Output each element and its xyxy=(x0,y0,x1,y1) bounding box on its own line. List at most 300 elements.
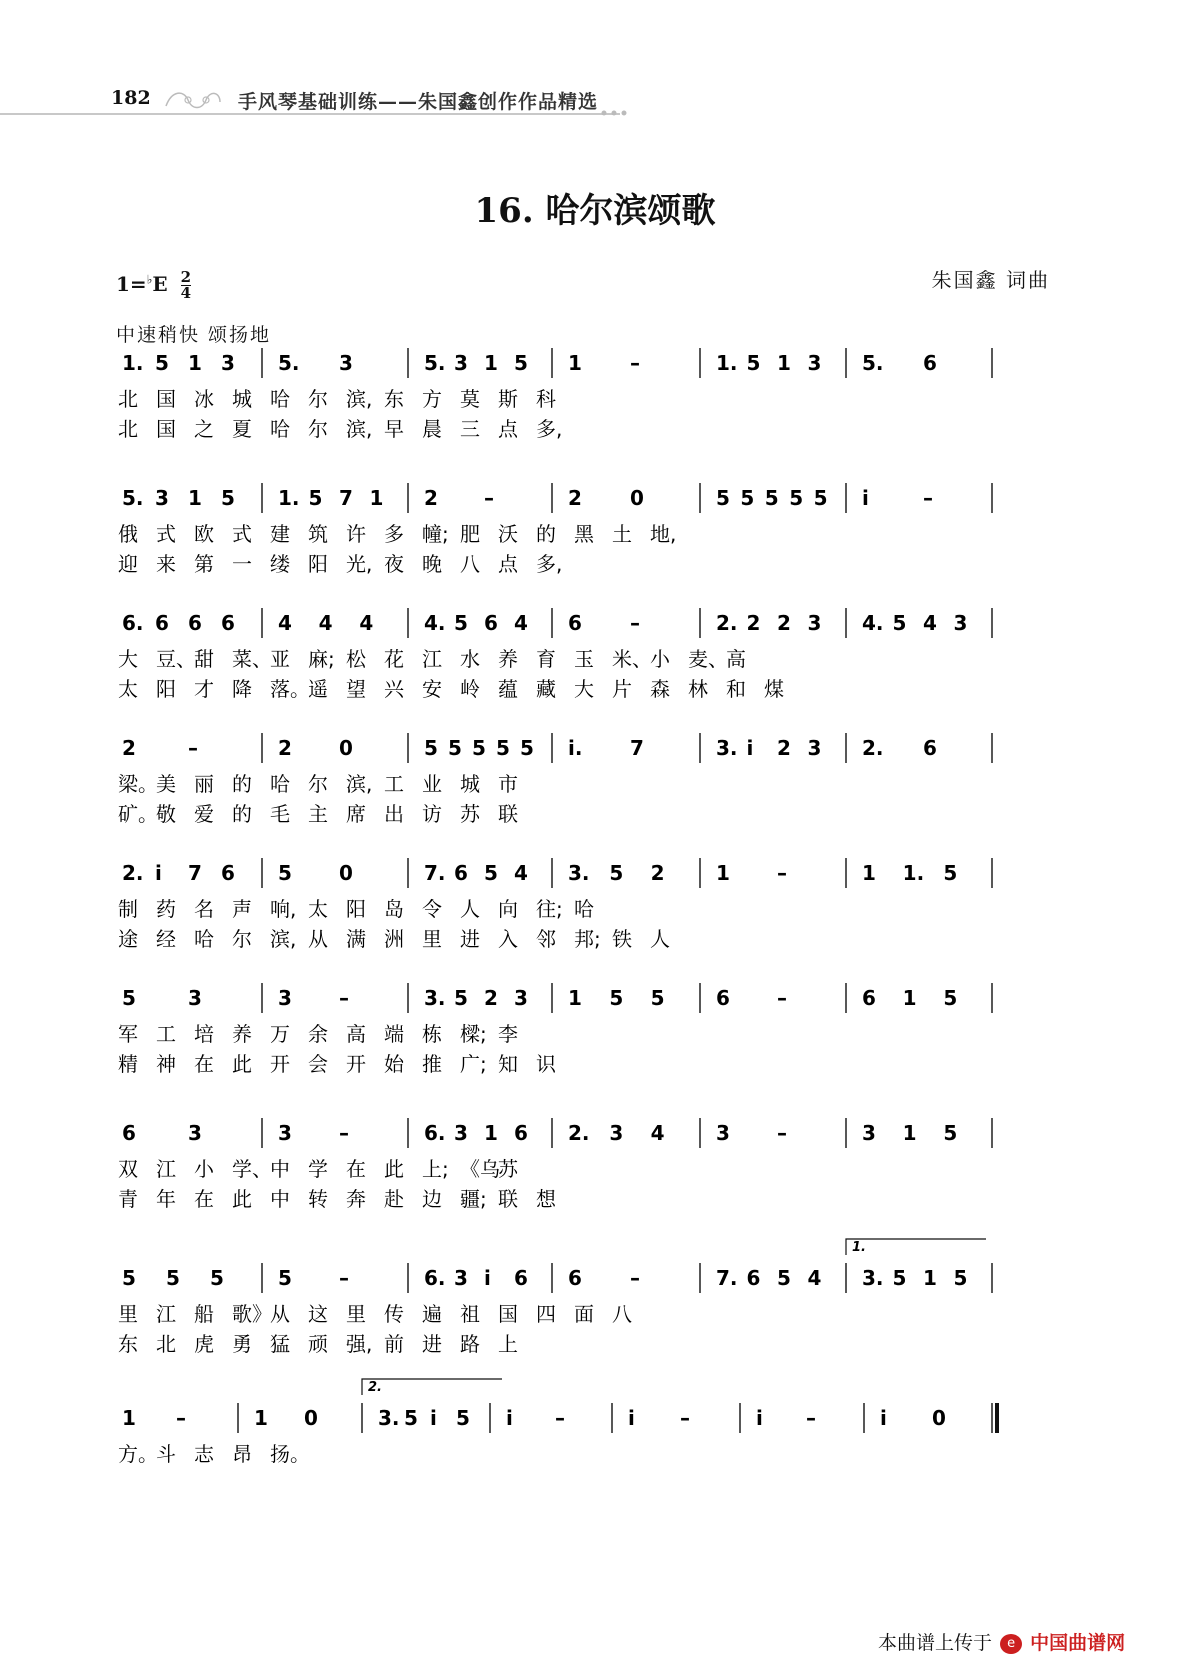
note: 0 xyxy=(339,736,353,760)
lyric-syllable: 麻; xyxy=(308,647,335,671)
lyric-syllable: 多, xyxy=(536,417,563,441)
lyric-syllable: 志 xyxy=(194,1442,214,1466)
lyric-syllable: 滨, xyxy=(346,772,373,796)
lyric-syllable: 城 xyxy=(232,387,252,411)
lyric-syllable: 中 xyxy=(270,1157,290,1181)
lyric-syllable: 才 xyxy=(194,677,214,701)
lyric-syllable: 冰 xyxy=(194,387,214,411)
note: 3 xyxy=(454,1266,468,1290)
book-title: 手风琴基础训练——朱国鑫创作作品精选 xyxy=(238,91,599,113)
note: 4 xyxy=(514,611,528,635)
lyric-syllable: 从 xyxy=(308,927,328,951)
note: 7. xyxy=(424,861,446,885)
lyric-syllable: 前 xyxy=(384,1332,404,1356)
lyric-syllable: 小 xyxy=(650,647,670,671)
note: 4 xyxy=(514,861,528,885)
lyric-syllable: 的 xyxy=(232,802,252,826)
lyric-syllable: 出 xyxy=(384,802,404,826)
lyric-syllable: 转 xyxy=(308,1187,328,1211)
lyric-syllable: 式 xyxy=(232,522,252,546)
note: 2 xyxy=(278,736,292,760)
site-logo-text: 中国曲谱网 xyxy=(1030,1632,1126,1654)
lyric-syllable: 缕 xyxy=(270,552,290,576)
lyric-syllable: 大 xyxy=(118,647,138,671)
lyric-syllable: 推 xyxy=(422,1052,442,1076)
lyric-syllable: 大 xyxy=(574,677,594,701)
lyric-syllable: 斯 xyxy=(498,387,518,411)
note: 4 xyxy=(807,1266,822,1290)
composer-credit: 朱国鑫 词曲 xyxy=(931,268,1050,292)
lyric-syllable: 奔 xyxy=(346,1187,366,1211)
note: 5 xyxy=(278,861,292,885)
lyric-syllable: 晨 xyxy=(422,417,442,441)
volta-bracket xyxy=(362,1379,502,1395)
note: 3 xyxy=(221,351,235,375)
page-number: 182 xyxy=(111,87,151,109)
lyric-syllable: 传 xyxy=(384,1302,404,1326)
note: 2 xyxy=(746,611,761,635)
note: 1 xyxy=(902,986,917,1010)
note: 5 xyxy=(221,486,235,510)
lyric-syllable: 此 xyxy=(232,1187,252,1211)
note: 6 xyxy=(568,1266,582,1290)
lyric-syllable: 学、 xyxy=(232,1157,272,1181)
lyric-syllable: 幢; xyxy=(422,522,449,546)
note: – xyxy=(339,1266,349,1290)
lyric-syllable: 望 xyxy=(346,677,366,701)
lyric-syllable: 中 xyxy=(270,1187,290,1211)
lyric-syllable: 市 xyxy=(498,772,518,796)
lyric-syllable: 识 xyxy=(536,1052,556,1076)
lyric-syllable: 敬 xyxy=(156,802,176,826)
note: 4 xyxy=(650,1121,665,1145)
lyric-syllable: 遥 xyxy=(308,677,328,701)
lyric-syllable: 神 xyxy=(156,1052,176,1076)
lyric-syllable: 哈 xyxy=(270,387,290,411)
lyric-syllable: 哈 xyxy=(270,772,290,796)
lyric-syllable: 光, xyxy=(346,552,373,576)
lyric-syllable: 玉 xyxy=(574,647,594,671)
lyric-syllable: 在 xyxy=(346,1157,366,1181)
lyric-syllable: 访 xyxy=(422,802,442,826)
note: 7 xyxy=(188,861,202,885)
lyric-syllable: 花 xyxy=(384,647,404,671)
note: 1 xyxy=(188,351,202,375)
lyric-syllable: 土 xyxy=(612,522,632,546)
note: 6 xyxy=(484,611,498,635)
lyric-syllable: 满 xyxy=(346,927,366,951)
lyric-syllable: 养 xyxy=(232,1022,252,1046)
note: 1. xyxy=(122,351,144,375)
note: 5 xyxy=(813,486,828,510)
note: 4. xyxy=(862,611,884,635)
note: 5 xyxy=(122,986,136,1010)
lyric-syllable: 莫 xyxy=(460,387,480,411)
lyric-syllable: 黑 xyxy=(574,522,594,546)
note: 7 xyxy=(630,736,644,760)
note: – xyxy=(680,1406,690,1430)
note: 6. xyxy=(424,1266,446,1290)
lyric-syllable: 之 xyxy=(194,417,214,441)
note: 2 xyxy=(650,861,665,885)
lyric-syllable: 铁 xyxy=(612,927,632,951)
note: – xyxy=(777,861,787,885)
lyric-syllable: 开 xyxy=(346,1052,366,1076)
note: 3 xyxy=(609,1121,624,1145)
note: 3. xyxy=(862,1266,884,1290)
lyric-syllable: 年 xyxy=(156,1187,176,1211)
lyric-syllable: 强, xyxy=(346,1332,373,1356)
note: 3 xyxy=(454,1121,468,1145)
note: 6 xyxy=(746,1266,761,1290)
note: 1 xyxy=(568,351,582,375)
lyric-syllable: 多, xyxy=(536,552,563,576)
note: – xyxy=(188,736,198,760)
note: 5 xyxy=(454,611,468,635)
lyric-syllable: 上; xyxy=(422,1157,449,1181)
note: 0 xyxy=(630,486,644,510)
lyric-syllable: 药 xyxy=(156,897,176,921)
lyric-syllable: 端 xyxy=(384,1022,404,1046)
note: 5 xyxy=(424,736,438,760)
lyric-syllable: 联 xyxy=(498,1187,518,1211)
note: 3 xyxy=(807,736,822,760)
lyric-syllable: 矿。 xyxy=(118,802,158,826)
note: 5 xyxy=(122,1266,136,1290)
lyric-syllable: 军 xyxy=(118,1022,138,1046)
lyric-syllable: 此 xyxy=(232,1052,252,1076)
note: – xyxy=(630,611,640,635)
note: 1 xyxy=(716,861,730,885)
lyric-syllable: 青 xyxy=(118,1187,138,1211)
lyric-syllable: 昂 xyxy=(232,1442,252,1466)
lyric-syllable: 森 xyxy=(650,677,670,701)
lyric-syllable: 点 xyxy=(498,417,518,441)
lyric-syllable: 三 xyxy=(460,417,480,441)
note: 5 xyxy=(484,861,498,885)
lyric-syllable: 席 xyxy=(346,802,366,826)
site-footer xyxy=(878,1628,1125,1655)
lyric-syllable: 余 xyxy=(308,1022,328,1046)
lyric-syllable: 邻 xyxy=(536,927,556,951)
lyric-syllable: 遍 xyxy=(422,1302,442,1326)
lyric-syllable: 的 xyxy=(232,772,252,796)
note: 5 xyxy=(892,611,907,635)
lyric-syllable: 工 xyxy=(156,1022,176,1046)
lyric-syllable: 从 xyxy=(270,1302,290,1326)
lyric-syllable: 迎 xyxy=(118,552,138,576)
note: 6 xyxy=(188,611,202,635)
note: 6 xyxy=(862,986,876,1010)
note: i xyxy=(628,1406,635,1430)
note: i xyxy=(862,486,869,510)
lyric-syllable: 早 xyxy=(384,417,404,441)
note: 0 xyxy=(932,1406,946,1430)
lyric-syllable: 想 xyxy=(536,1187,556,1211)
note: – xyxy=(339,986,349,1010)
note: 5 xyxy=(740,486,755,510)
lyric-syllable: 船 xyxy=(194,1302,214,1326)
lyric-syllable: 双 xyxy=(118,1157,138,1181)
note: 2. xyxy=(716,611,738,635)
lyric-syllable: 令 xyxy=(422,897,442,921)
lyric-syllable: 许 xyxy=(346,522,366,546)
note: – xyxy=(176,1406,186,1430)
note: 1 xyxy=(369,486,384,510)
lyric-syllable: 落。 xyxy=(270,677,310,701)
lyric-syllable: 广; xyxy=(460,1052,487,1076)
lyric-syllable: 四 xyxy=(536,1302,556,1326)
lyric-syllable: 豆、 xyxy=(156,647,196,671)
lyric-syllable: 梁。 xyxy=(118,772,158,796)
note: 6 xyxy=(122,1121,136,1145)
note: 5 xyxy=(716,486,730,510)
lyric-syllable: 的 xyxy=(536,522,556,546)
note: 5 xyxy=(404,1406,418,1430)
lyric-syllable: 一 xyxy=(232,552,252,576)
lyric-syllable: 美 xyxy=(156,772,176,796)
note: 1. xyxy=(716,351,738,375)
note: 5 xyxy=(308,486,323,510)
note: 5. xyxy=(278,351,300,375)
lyric-syllable: 路 xyxy=(460,1332,480,1356)
note: – xyxy=(484,486,494,510)
note: – xyxy=(630,1266,640,1290)
lyric-syllable: 北 xyxy=(156,1332,176,1356)
note: 5 xyxy=(764,486,779,510)
lyric-syllable: 北 xyxy=(118,417,138,441)
time-bottom: 4 xyxy=(180,284,192,302)
lyric-syllable: 这 xyxy=(308,1302,328,1326)
note: 2 xyxy=(122,736,136,760)
lyric-syllable: 江 xyxy=(422,647,442,671)
lyric-syllable: 知 xyxy=(498,1052,518,1076)
note: 0 xyxy=(304,1406,318,1430)
lyric-syllable: 尔 xyxy=(308,387,328,411)
note: 3 xyxy=(514,986,528,1010)
lyric-syllable: 樑; xyxy=(460,1022,487,1046)
note: – xyxy=(806,1406,816,1430)
lyric-syllable: 筑 xyxy=(308,522,328,546)
note: 6 xyxy=(221,611,235,635)
lyric-syllable: 多 xyxy=(384,522,404,546)
lyric-syllable: 勇 xyxy=(232,1332,252,1356)
note: i xyxy=(155,861,162,885)
lyric-syllable: 培 xyxy=(194,1022,214,1046)
note: 5 xyxy=(777,1266,791,1290)
lyric-syllable: 哈 xyxy=(194,927,214,951)
lyric-syllable: 岛 xyxy=(384,897,404,921)
note: 6 xyxy=(514,1121,528,1145)
lyric-syllable: 斗 xyxy=(156,1442,176,1466)
volta-number: 2. xyxy=(368,1380,382,1395)
note: 5 xyxy=(166,1266,180,1290)
lyric-syllable: 万 xyxy=(270,1022,290,1046)
lyric-syllable: 入 xyxy=(498,927,518,951)
note: 5 xyxy=(496,736,510,760)
note: 2. xyxy=(122,861,144,885)
note: 4. xyxy=(424,611,446,635)
lyric-syllable: 此 xyxy=(384,1157,404,1181)
note: 5. xyxy=(862,351,884,375)
note: 6 xyxy=(923,351,937,375)
lyric-syllable: 虎 xyxy=(194,1332,214,1356)
lyric-syllable: 尔 xyxy=(308,772,328,796)
lyric-syllable: 里 xyxy=(346,1302,366,1326)
lyric-syllable: 尔 xyxy=(232,927,252,951)
lyric-syllable: 松 xyxy=(346,647,366,671)
lyric-syllable: 养 xyxy=(498,647,518,671)
note: 5. xyxy=(424,351,446,375)
lyric-syllable: 夜 xyxy=(384,552,404,576)
note: 3 xyxy=(454,351,468,375)
lyric-syllable: 高 xyxy=(726,647,746,671)
note: 6 xyxy=(716,986,730,1010)
note: 2 xyxy=(777,736,791,760)
lyric-syllable: 哈 xyxy=(270,417,290,441)
note: 3. xyxy=(378,1406,400,1430)
note: 6 xyxy=(514,1266,528,1290)
lyric-syllable: 联 xyxy=(498,802,518,826)
lyric-syllable: 岭 xyxy=(460,677,480,701)
note: 3. xyxy=(568,861,590,885)
note: 2. xyxy=(568,1121,590,1145)
note: 5 xyxy=(943,1121,958,1145)
lyric-syllable: 亚 xyxy=(270,647,290,671)
lyric-syllable: 经 xyxy=(156,927,176,951)
lyric-syllable: 制 xyxy=(118,897,138,921)
lyric-syllable: 上 xyxy=(498,1332,518,1356)
lyric-syllable: 方 xyxy=(422,387,442,411)
note: 5 xyxy=(746,351,761,375)
lyric-syllable: 蕴 xyxy=(498,677,518,701)
lyric-syllable: 邦; xyxy=(574,927,601,951)
note: 5 xyxy=(609,861,624,885)
lyric-syllable: 肥 xyxy=(460,522,480,546)
lyric-syllable: 会 xyxy=(308,1052,328,1076)
lyric-syllable: 林 xyxy=(688,677,708,701)
lyric-syllable: 江 xyxy=(156,1302,176,1326)
note: 7 xyxy=(339,486,353,510)
lyric-syllable: 和 xyxy=(726,677,746,701)
note: 3 xyxy=(807,351,822,375)
lyric-syllable: 毛 xyxy=(270,802,290,826)
note: 5 xyxy=(953,1266,968,1290)
lyric-syllable: 祖 xyxy=(460,1302,480,1326)
lyric-syllable: 八 xyxy=(460,552,480,576)
volta-number: 1. xyxy=(852,1240,866,1255)
note: 5 xyxy=(454,986,468,1010)
volta-bracket xyxy=(846,1239,986,1255)
lyric-syllable: 名 xyxy=(194,897,214,921)
lyric-syllable: 里 xyxy=(422,927,442,951)
note: 1 xyxy=(902,1121,917,1145)
lyric-syllable: 边 xyxy=(422,1187,442,1211)
lyric-syllable: 阳 xyxy=(346,897,366,921)
note: 3 xyxy=(278,1121,292,1145)
lyric-syllable: 晚 xyxy=(422,552,442,576)
note: 5 xyxy=(650,986,665,1010)
note: 5 xyxy=(892,1266,907,1290)
note: 5 xyxy=(155,351,169,375)
lyric-syllable: 歌》 xyxy=(232,1302,272,1326)
lyric-syllable: 在 xyxy=(194,1052,214,1076)
note: 6 xyxy=(221,861,235,885)
lyric-syllable: 业 xyxy=(422,772,442,796)
lyric-syllable: 尔 xyxy=(308,417,328,441)
lyric-syllable: 人 xyxy=(460,897,480,921)
note: 3 xyxy=(188,1121,202,1145)
lyric-syllable: 阳 xyxy=(308,552,328,576)
lyric-syllable: 北 xyxy=(118,387,138,411)
lyric-syllable: 甜 xyxy=(194,647,214,671)
lyric-syllable: 夏 xyxy=(232,417,252,441)
lyric-syllable: 国 xyxy=(156,417,176,441)
note: 6 xyxy=(923,736,937,760)
lyric-syllable: 太 xyxy=(308,897,328,921)
note: 3 xyxy=(953,611,968,635)
note: 1 xyxy=(254,1406,268,1430)
note: 5 xyxy=(278,1266,292,1290)
note: 1 xyxy=(484,1121,498,1145)
lyric-syllable: 学 xyxy=(308,1157,328,1181)
note: 5 xyxy=(789,486,804,510)
lyric-syllable: 育 xyxy=(536,647,556,671)
time-top: 2 xyxy=(180,268,192,286)
lyric-syllable: 国 xyxy=(156,387,176,411)
note: i xyxy=(430,1406,437,1430)
lyric-syllable: 俄 xyxy=(118,522,138,546)
lyric-syllable: 米、 xyxy=(612,647,652,671)
lyric-syllable: 欧 xyxy=(194,522,214,546)
lyric-syllable: 进 xyxy=(422,1332,442,1356)
lyric-syllable: 里 xyxy=(118,1302,138,1326)
song-title: 16. 哈尔滨颂歌 xyxy=(474,191,716,231)
lyric-syllable: 煤 xyxy=(764,677,784,701)
note: 2 xyxy=(484,986,498,1010)
lyric-syllable: 哈 xyxy=(574,897,594,921)
note: i xyxy=(756,1406,763,1430)
note: i xyxy=(484,1266,491,1290)
note: i xyxy=(506,1406,513,1430)
note: – xyxy=(630,351,640,375)
lyric-syllable: 洲 xyxy=(384,927,404,951)
lyric-syllable: 东 xyxy=(118,1332,138,1356)
note: 6. xyxy=(122,611,144,635)
lyric-syllable: 藏 xyxy=(536,677,556,701)
note: 5 xyxy=(520,736,534,760)
lyric-syllable: 麦、 xyxy=(688,647,728,671)
note: 5 xyxy=(943,986,958,1010)
lyric-syllable: 开 xyxy=(270,1052,290,1076)
note: 6 xyxy=(568,611,582,635)
note: 6 xyxy=(155,611,169,635)
lyric-syllable: 菜、 xyxy=(232,647,272,671)
lyric-syllable: 始 xyxy=(384,1052,404,1076)
lyric-syllable: 地, xyxy=(650,522,677,546)
lyric-syllable: 兴 xyxy=(384,677,404,701)
lyric-syllable: 滨, xyxy=(346,387,373,411)
note: – xyxy=(777,986,787,1010)
note: 1 xyxy=(923,1266,937,1290)
lyric-syllable: 降 xyxy=(232,677,252,701)
lyric-syllable: 式 xyxy=(156,522,176,546)
lyric-syllable: 城 xyxy=(460,772,480,796)
note: 1 xyxy=(484,351,498,375)
lyric-syllable: 人 xyxy=(650,927,670,951)
lyric-syllable: 工 xyxy=(384,772,404,796)
lyric-syllable: 丽 xyxy=(194,772,214,796)
